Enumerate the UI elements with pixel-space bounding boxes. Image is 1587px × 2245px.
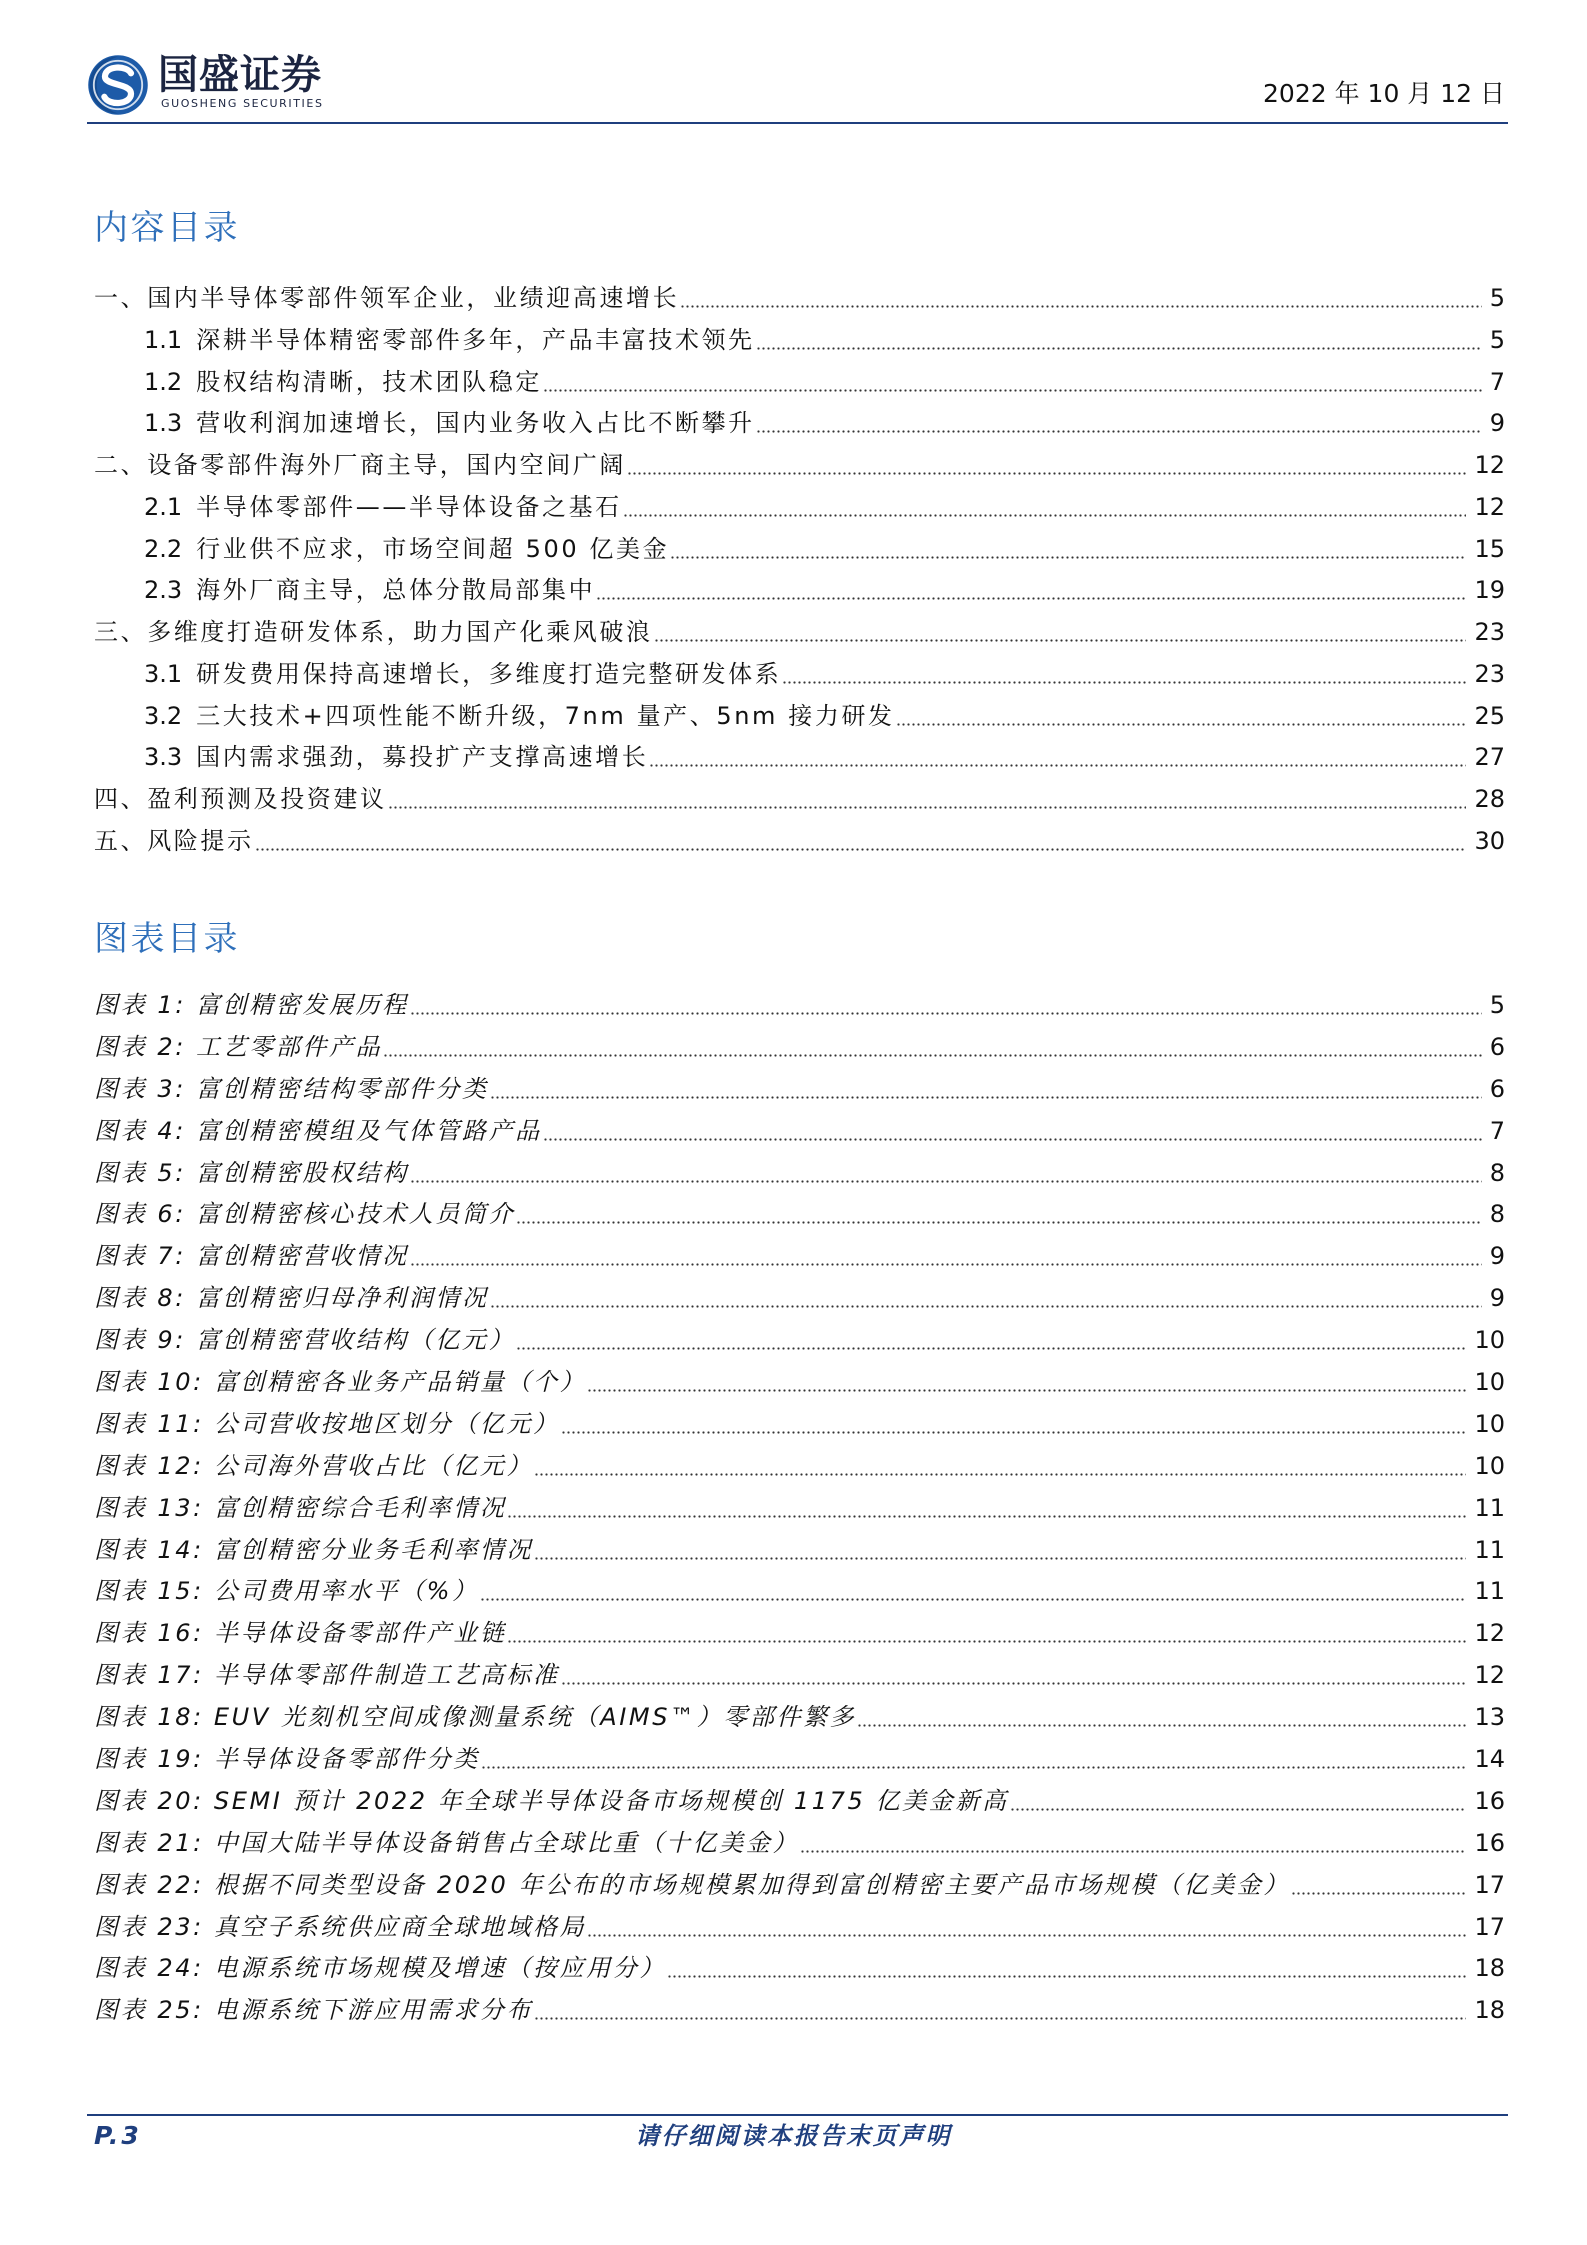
figure-label: 图表 14: — [94, 1535, 204, 1564]
figure-page: 6 — [1489, 1032, 1505, 1061]
leader-dots — [482, 1766, 1467, 1769]
figure-entry[interactable] — [94, 1027, 1505, 1069]
toc-entry[interactable] — [94, 654, 1505, 696]
figure-label: 图表 13: — [94, 1493, 204, 1522]
leader-dots — [411, 1012, 1482, 1015]
toc-entry-number: 三、 — [94, 618, 148, 646]
figure-title: 富创精密分业务毛利率情况 — [213, 1535, 534, 1564]
figure-page: 8 — [1489, 1200, 1505, 1229]
toc-entry[interactable] — [94, 612, 1505, 654]
figure-title: 富创精密归母净利润情况 — [195, 1284, 489, 1313]
figure-entry[interactable] — [94, 1362, 1505, 1404]
figure-page: 18 — [1474, 1996, 1505, 2025]
toc-entry-title: 半导体零部件——半导体设备之基石 — [196, 492, 622, 521]
figure-title: 富创精密营收结构（亿元） — [195, 1326, 516, 1355]
toc-entry[interactable] — [94, 570, 1505, 612]
toc-entry-title: 设备零部件海外厂商主导，国内空间广阔 — [147, 451, 627, 479]
toc-entry-number: 五、 — [94, 826, 148, 855]
page-number: P.3 — [94, 2121, 142, 2150]
report-date: 2022 年 10 月 12 日 — [1263, 79, 1505, 108]
toc-entry-page: 19 — [1474, 576, 1505, 605]
leader-dots — [858, 1724, 1466, 1727]
leader-dots — [801, 1850, 1466, 1853]
figure-entry[interactable] — [94, 1697, 1505, 1739]
toc-entry-number: 四、 — [94, 785, 148, 813]
figure-label: 图表 1: — [94, 991, 186, 1019]
leader-dots — [757, 430, 1482, 433]
leader-dots — [544, 1138, 1482, 1141]
figure-entry[interactable] — [94, 1446, 1505, 1488]
figure-page: 16 — [1474, 1828, 1505, 1857]
figure-page: 12 — [1474, 1619, 1505, 1648]
figure-label: 图表 3: — [94, 1074, 186, 1103]
toc-entry-number: 2.3 — [144, 576, 183, 605]
guosheng-logo-icon — [87, 54, 149, 116]
toc-entry-number: 3.1 — [144, 659, 183, 688]
figure-label: 图表 11: — [94, 1409, 204, 1438]
leader-dots — [628, 472, 1466, 475]
figure-page: 18 — [1474, 1954, 1505, 1983]
figure-label: 图表 20: — [94, 1786, 204, 1815]
figure-entry[interactable] — [94, 1613, 1505, 1655]
toc-entry-title: 行业供不应求，市场空间超 500 亿美金 — [196, 534, 670, 563]
figure-title: 电源系统市场规模及增速（按应用分） — [213, 1954, 667, 1983]
figure-title: 富创精密发展历程 — [195, 991, 409, 1019]
figure-title: 富创精密综合毛利率情况 — [213, 1493, 507, 1522]
toc-entry-page: 12 — [1474, 492, 1505, 521]
toc-entry-page: 9 — [1489, 409, 1505, 438]
toc-list — [94, 278, 1505, 863]
figure-title: 富创精密各业务产品销量（个） — [213, 1368, 587, 1397]
figure-label: 图表 12: — [94, 1451, 204, 1480]
figure-title: 中国大陆半导体设备销售占全球比重（十亿美金） — [213, 1828, 800, 1857]
figure-entry[interactable] — [94, 1069, 1505, 1111]
figure-page: 10 — [1474, 1326, 1505, 1355]
figure-label: 图表 10: — [94, 1368, 204, 1397]
figure-entry[interactable] — [94, 985, 1505, 1027]
figure-page: 6 — [1489, 1074, 1505, 1103]
figure-entry[interactable] — [94, 1865, 1505, 1907]
disclaimer-notice: 请仔细阅读本报告末页声明 — [635, 2122, 952, 2150]
toc-entry-title: 研发费用保持高速增长，多维度打造完整研发体系 — [196, 659, 782, 688]
figure-entry[interactable] — [94, 1404, 1505, 1446]
figures-heading: 图表目录 — [94, 919, 240, 959]
toc-entry-number: 2.2 — [144, 534, 183, 563]
toc-entry[interactable] — [94, 696, 1505, 738]
leader-dots — [1292, 1892, 1466, 1895]
figure-title: 富创精密股权结构 — [195, 1158, 409, 1187]
toc-entry-title: 股权结构清晰，技术团队稳定 — [196, 367, 542, 396]
figure-title: 根据不同类型设备 2020 年公布的市场规模累加得到富创精密主要产品市场规模（亿美金） — [213, 1870, 1290, 1899]
toc-entry-number: 1.3 — [144, 409, 183, 438]
toc-entry-title: 国内半导体零部件领军企业，业绩迎高速增长 — [147, 284, 680, 312]
toc-entry-page: 30 — [1474, 826, 1505, 855]
toc-entry-title: 海外厂商主导，总体分散局部集中 — [196, 576, 596, 605]
figure-page: 9 — [1489, 1242, 1505, 1271]
figure-label: 图表 16: — [94, 1619, 204, 1648]
toc-entry-title: 营收利润加速增长，国内业务收入占比不断攀升 — [196, 409, 755, 438]
toc-entry-page: 28 — [1474, 785, 1505, 813]
figure-label: 图表 8: — [94, 1284, 186, 1313]
toc-entry[interactable] — [94, 320, 1505, 362]
figure-page: 13 — [1474, 1703, 1505, 1732]
figure-entry[interactable] — [94, 1278, 1505, 1320]
figure-label: 图表 19: — [94, 1745, 204, 1774]
figure-label: 图表 18: — [94, 1703, 204, 1732]
leader-dots — [681, 305, 1482, 308]
toc-entry-page: 25 — [1474, 701, 1505, 730]
toc-entry-title: 盈利预测及投资建议 — [147, 785, 387, 813]
figure-entry[interactable] — [94, 1488, 1505, 1530]
figure-title: 半导体设备零部件产业链 — [213, 1619, 507, 1648]
header-divider — [87, 122, 1508, 124]
leader-dots — [256, 848, 1467, 851]
figure-title: SEMI 预计 2022 年全球半导体设备市场规模创 1175 亿美金新高 — [213, 1786, 1009, 1815]
leader-dots — [757, 347, 1482, 350]
toc-entry[interactable] — [94, 362, 1505, 404]
figure-label: 图表 2: — [94, 1032, 186, 1061]
figure-entry[interactable] — [94, 1111, 1505, 1153]
leader-dots — [411, 1180, 1482, 1183]
leader-dots — [517, 1347, 1466, 1350]
figure-title: 工艺零部件产品 — [195, 1032, 383, 1061]
toc-entry[interactable] — [94, 403, 1505, 445]
figure-page: 14 — [1474, 1745, 1505, 1774]
figure-title: 富创精密模组及气体管路产品 — [195, 1116, 542, 1145]
figure-entry[interactable] — [94, 1194, 1505, 1236]
figure-title: 富创精密核心技术人员简介 — [195, 1200, 516, 1229]
figure-entry[interactable] — [94, 1153, 1505, 1195]
toc-entry-number: 二、 — [94, 451, 148, 479]
figure-title: 公司海外营收占比（亿元） — [213, 1451, 534, 1480]
toc-entry-number: 1.1 — [144, 325, 183, 354]
leader-dots — [597, 597, 1466, 600]
toc-entry-title: 三大技术+四项性能不断升级，7nm 量产、5nm 接力研发 — [196, 701, 895, 730]
leader-dots — [624, 514, 1467, 517]
figure-label: 图表 5: — [94, 1158, 186, 1187]
toc-entry-number: 3.2 — [144, 701, 183, 730]
figure-entry[interactable] — [94, 1739, 1505, 1781]
figure-title: 半导体设备零部件分类 — [213, 1745, 480, 1774]
toc-entry-page: 23 — [1474, 618, 1505, 646]
toc-entry-title: 国内需求强劲，募投扩产支撑高速增长 — [196, 743, 649, 772]
toc-entry-page: 7 — [1489, 367, 1505, 396]
figure-title: 真空子系统供应商全球地域格局 — [213, 1912, 587, 1941]
figure-entry[interactable] — [94, 1530, 1505, 1572]
figure-entry[interactable] — [94, 1948, 1505, 1990]
leader-dots — [897, 723, 1467, 726]
leader-dots — [481, 1598, 1467, 1601]
figure-label: 图表 15: — [94, 1577, 204, 1606]
leader-dots — [411, 1263, 1482, 1266]
figure-page: 5 — [1489, 991, 1505, 1019]
leader-dots — [655, 639, 1467, 642]
figure-title: 富创精密结构零部件分类 — [195, 1074, 489, 1103]
toc-entry[interactable] — [94, 529, 1505, 571]
leader-dots — [535, 2017, 1466, 2020]
leader-dots — [491, 1305, 1482, 1308]
figure-page: 7 — [1489, 1116, 1505, 1145]
leader-dots — [671, 556, 1466, 559]
leader-dots — [384, 1054, 1482, 1057]
figure-label: 图表 17: — [94, 1661, 204, 1690]
toc-entry-title: 多维度打造研发体系，助力国产化乘风破浪 — [147, 618, 653, 646]
figure-label: 图表 4: — [94, 1116, 186, 1145]
toc-entry-number: 一、 — [94, 284, 148, 312]
figure-entry[interactable] — [94, 1781, 1505, 1823]
figure-page: 10 — [1474, 1368, 1505, 1397]
leader-dots — [668, 1975, 1466, 1978]
toc-entry-number: 3.3 — [144, 743, 183, 772]
figure-page: 17 — [1474, 1912, 1505, 1941]
toc-entry-title: 深耕半导体精密零部件多年，产品丰富技术领先 — [196, 325, 755, 354]
leader-dots — [783, 681, 1466, 684]
figure-page: 11 — [1474, 1493, 1505, 1522]
leader-dots — [562, 1431, 1467, 1434]
figure-entry[interactable] — [94, 1320, 1505, 1362]
toc-entry[interactable] — [94, 779, 1505, 821]
figure-page: 11 — [1474, 1577, 1505, 1606]
leader-dots — [508, 1515, 1466, 1518]
figure-page: 10 — [1474, 1451, 1505, 1480]
figure-label: 图表 25: — [94, 1996, 204, 2025]
figures-list — [94, 985, 1505, 2032]
figure-page: 16 — [1474, 1786, 1505, 1815]
figure-label: 图表 7: — [94, 1242, 186, 1271]
leader-dots — [544, 389, 1482, 392]
figure-title: 公司营收按地区划分（亿元） — [213, 1409, 560, 1438]
toc-entry-page: 23 — [1474, 659, 1505, 688]
toc-entry-page: 15 — [1474, 534, 1505, 563]
figure-page: 11 — [1474, 1535, 1505, 1564]
figure-label: 图表 22: — [94, 1870, 204, 1899]
figure-label: 图表 9: — [94, 1326, 186, 1355]
figure-label: 图表 6: — [94, 1200, 186, 1229]
leader-dots — [1011, 1808, 1467, 1811]
brand-name: 国盛证券 — [158, 52, 322, 98]
toc-entry[interactable] — [94, 487, 1505, 529]
toc-entry-number: 2.1 — [144, 492, 183, 521]
figure-title: 公司费用率水平（%） — [213, 1577, 479, 1606]
figure-page: 12 — [1474, 1661, 1505, 1690]
figure-label: 图表 23: — [94, 1912, 204, 1941]
toc-entry[interactable] — [94, 445, 1505, 487]
figure-entry[interactable] — [94, 1990, 1505, 2032]
leader-dots — [389, 806, 1467, 809]
figure-entry[interactable] — [94, 1823, 1505, 1865]
toc-heading: 内容目录 — [94, 208, 240, 248]
brand-subtitle: GUOSHENG SECURITIES — [161, 97, 324, 110]
toc-entry-page: 5 — [1489, 284, 1505, 312]
figure-page: 17 — [1474, 1870, 1505, 1899]
figure-label: 图表 24: — [94, 1954, 204, 1983]
leader-dots — [535, 1473, 1466, 1476]
footer-divider — [87, 2114, 1508, 2116]
leader-dots — [517, 1221, 1482, 1224]
leader-dots — [588, 1389, 1466, 1392]
figure-title: EUV 光刻机空间成像测量系统（AIMS™）零部件繁多 — [213, 1703, 857, 1732]
leader-dots — [535, 1557, 1466, 1560]
toc-entry-number: 1.2 — [144, 367, 183, 396]
figure-entry[interactable] — [94, 1236, 1505, 1278]
figure-title: 电源系统下游应用需求分布 — [213, 1996, 534, 2025]
leader-dots — [588, 1934, 1466, 1937]
toc-entry[interactable] — [94, 737, 1505, 779]
figure-page: 9 — [1489, 1284, 1505, 1313]
toc-entry[interactable] — [94, 821, 1505, 863]
figure-entry[interactable] — [94, 1655, 1505, 1697]
figure-title: 半导体零部件制造工艺高标准 — [213, 1661, 560, 1690]
leader-dots — [508, 1640, 1466, 1643]
figure-page: 8 — [1489, 1158, 1505, 1187]
leader-dots — [491, 1096, 1482, 1099]
toc-entry-title: 风险提示 — [147, 826, 254, 855]
leader-dots — [562, 1682, 1467, 1685]
toc-entry[interactable] — [94, 278, 1505, 320]
figure-entry[interactable] — [94, 1907, 1505, 1949]
figure-label: 图表 21: — [94, 1828, 204, 1857]
figure-entry[interactable] — [94, 1571, 1505, 1613]
figure-page: 10 — [1474, 1409, 1505, 1438]
toc-entry-page: 12 — [1474, 451, 1505, 479]
figure-title: 富创精密营收情况 — [195, 1242, 409, 1271]
toc-entry-page: 27 — [1474, 743, 1505, 772]
toc-entry-page: 5 — [1489, 325, 1505, 354]
leader-dots — [650, 764, 1466, 767]
